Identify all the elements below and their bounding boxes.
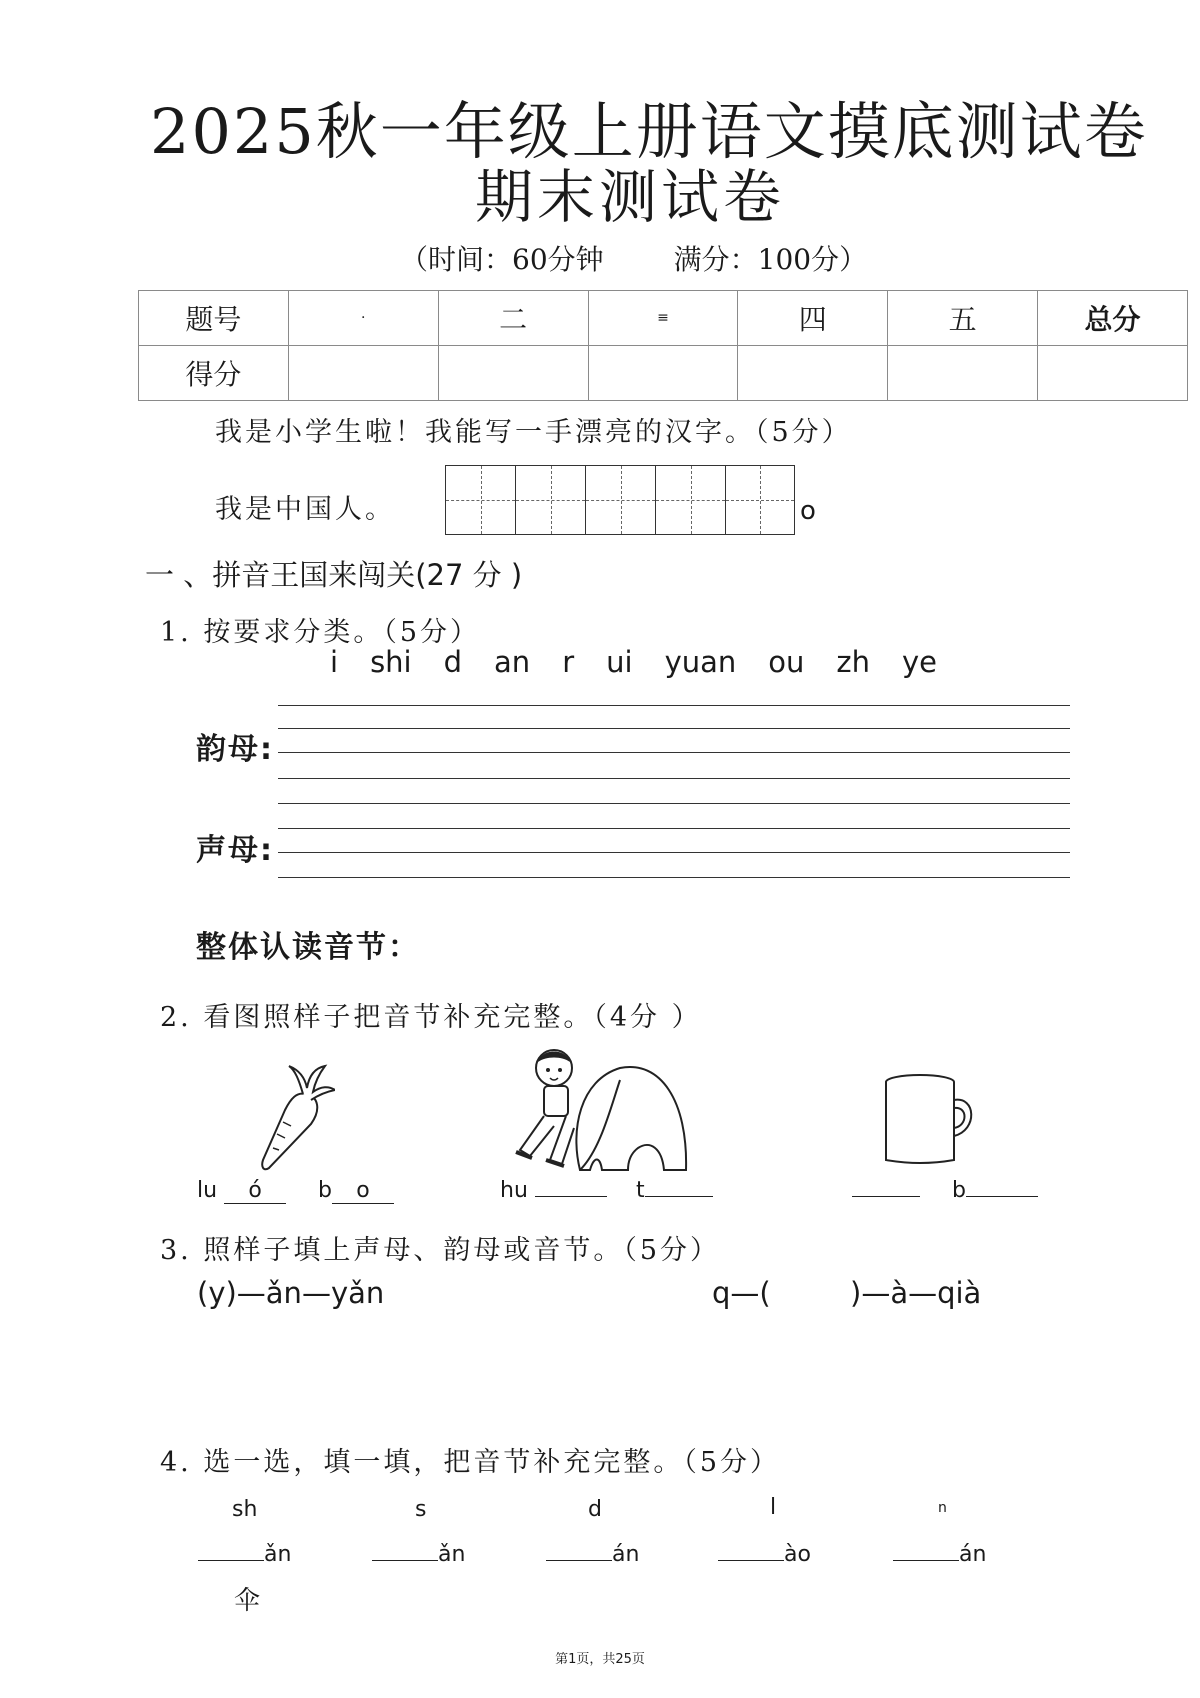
q3-task-right: )—à—qià xyxy=(850,1276,982,1310)
writing-cell[interactable] xyxy=(585,465,655,535)
writing-cell[interactable] xyxy=(725,465,795,535)
score-header-cell: 四 xyxy=(738,291,888,346)
answer-line[interactable] xyxy=(278,752,1070,753)
q3-task-left: q—( xyxy=(712,1276,771,1310)
syllable: yuan xyxy=(664,645,737,679)
q4-blank[interactable] xyxy=(718,1560,784,1561)
q2-item: b xyxy=(952,1178,1038,1203)
score-input-cell[interactable] xyxy=(738,346,888,401)
score-row-label: 得分 xyxy=(139,346,289,401)
q2-item: b o xyxy=(318,1178,394,1204)
section-title: 一 、拼音王国来闯关(27 分 ) xyxy=(145,558,523,592)
intro-prompt: 我是小学生啦！我能写一手漂亮的汉字。（5分） xyxy=(215,417,852,448)
q2-item: hu xyxy=(500,1178,607,1203)
whole-syllables-label: 整体认读音节： xyxy=(196,930,420,965)
time-limit: （时间：60分钟 xyxy=(400,243,604,276)
intro-sentence: 我是中国人。 xyxy=(215,494,395,525)
syllable: r xyxy=(562,645,575,679)
score-header-cell: 五 xyxy=(888,291,1038,346)
q2-item: t xyxy=(636,1178,713,1203)
exam-subtitle: 期末测试卷 xyxy=(474,163,785,231)
q4-option: sh xyxy=(232,1497,258,1522)
full-score: 满分：100分） xyxy=(673,243,868,276)
q4-blank[interactable] xyxy=(198,1560,264,1561)
q2-blank[interactable]: o xyxy=(332,1178,394,1204)
q3-example: (y)—ǎn—yǎn xyxy=(197,1276,385,1310)
score-input-cell[interactable] xyxy=(888,346,1038,401)
q2-blank[interactable] xyxy=(966,1196,1038,1197)
syllable: i xyxy=(330,645,339,679)
q4-item: ǎn xyxy=(198,1542,291,1567)
score-input-cell[interactable] xyxy=(438,346,588,401)
q4-item: ào xyxy=(718,1542,811,1567)
writing-grid[interactable] xyxy=(445,465,795,537)
score-input-cell[interactable] xyxy=(588,346,738,401)
q4-blank[interactable] xyxy=(893,1560,959,1561)
answer-line[interactable] xyxy=(278,803,1070,804)
writing-cell[interactable] xyxy=(445,465,515,535)
syllable: an xyxy=(494,645,531,679)
carrot-icon xyxy=(255,1060,335,1172)
score-header-cell: ≡ xyxy=(588,291,738,346)
writing-end-mark: o xyxy=(800,496,816,526)
syllable: ui xyxy=(606,645,633,679)
q2-blank[interactable]: ó xyxy=(224,1178,286,1204)
exam-title: 2025秋一年级上册语文摸底测试卷 xyxy=(150,95,1148,168)
syllable: zh xyxy=(836,645,870,679)
q4-blank[interactable] xyxy=(372,1560,438,1561)
q4-item: án xyxy=(546,1542,639,1567)
syllable: ye xyxy=(902,645,938,679)
slide-icon xyxy=(510,1040,690,1180)
question-4-prompt: 4. 选一选，填一填，把音节补充完整。（5分） xyxy=(160,1447,781,1478)
q2-item: lu ó xyxy=(197,1178,286,1204)
q4-item: án xyxy=(893,1542,986,1567)
cup-icon xyxy=(880,1070,980,1170)
q2-blank[interactable] xyxy=(535,1196,607,1197)
q2-blank[interactable] xyxy=(852,1196,920,1197)
syllable: shi xyxy=(370,645,412,679)
answer-line[interactable] xyxy=(278,877,1070,878)
q4-hint-char: 伞 xyxy=(234,1586,261,1616)
syllable: ou xyxy=(768,645,805,679)
question-1-prompt: 1. 按要求分类。（5分） xyxy=(160,617,481,648)
score-table xyxy=(138,290,1188,401)
syllable-list xyxy=(330,645,969,679)
finals-label: 韵母: xyxy=(196,732,274,767)
score-input-cell[interactable] xyxy=(288,346,438,401)
writing-cell[interactable] xyxy=(655,465,725,535)
exam-meta xyxy=(400,238,867,278)
answer-line[interactable] xyxy=(278,728,1070,729)
q4-option: d xyxy=(588,1497,602,1522)
page-footer: 第1页，共25页 xyxy=(555,1652,645,1667)
score-table-header-row xyxy=(139,291,1188,346)
syllable: d xyxy=(443,645,463,679)
answer-line[interactable] xyxy=(278,778,1070,779)
score-header-cell: 总分 xyxy=(1038,291,1188,346)
score-table-score-row xyxy=(139,346,1188,401)
q4-item: ǎn xyxy=(372,1542,465,1567)
writing-cell[interactable] xyxy=(515,465,585,535)
score-header-cell: · xyxy=(288,291,438,346)
q2-blank[interactable] xyxy=(645,1196,713,1197)
initials-label: 声母: xyxy=(196,833,274,868)
score-header-cell: 二 xyxy=(438,291,588,346)
question-3-prompt: 3. 照样子填上声母、韵母或音节。（5分） xyxy=(160,1235,721,1266)
q3-blank[interactable] xyxy=(778,1280,850,1312)
q4-blank[interactable] xyxy=(546,1560,612,1561)
q4-option: s xyxy=(415,1497,427,1522)
score-header-cell: 题号 xyxy=(139,291,289,346)
q4-option: l xyxy=(770,1495,777,1520)
score-input-cell[interactable] xyxy=(1038,346,1188,401)
question-2-prompt: 2. 看图照样子把音节补充完整。（4分 ） xyxy=(160,1002,702,1033)
q2-item xyxy=(852,1178,920,1203)
answer-line[interactable] xyxy=(278,852,1070,853)
answer-line[interactable] xyxy=(278,828,1070,829)
answer-line[interactable] xyxy=(278,705,1070,706)
q4-option: n xyxy=(938,1500,947,1516)
